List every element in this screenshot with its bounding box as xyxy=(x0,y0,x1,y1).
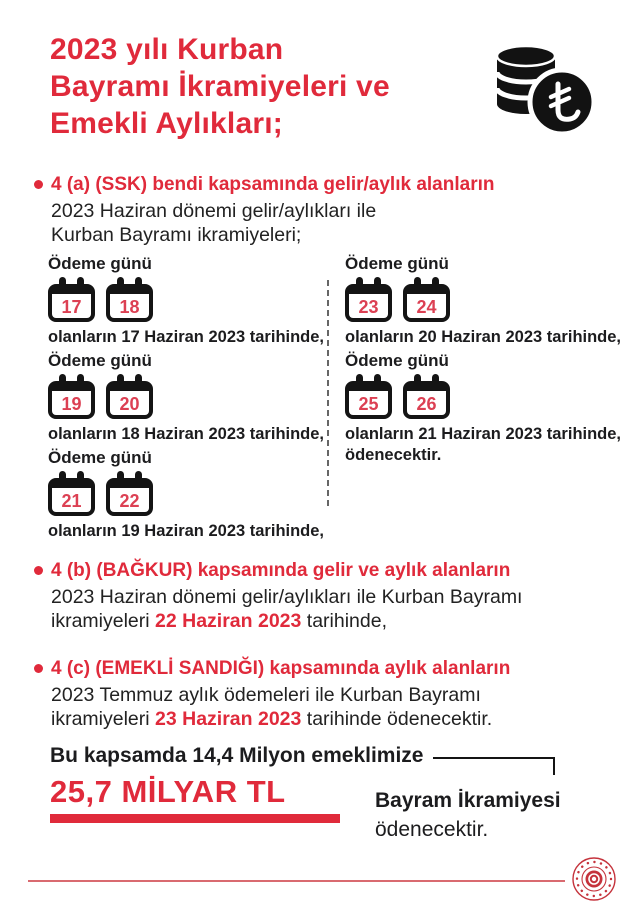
callout-text xyxy=(375,786,561,844)
calendar-header-bar xyxy=(405,383,448,391)
calendar-header-bar xyxy=(50,286,93,294)
section-4b-body-line1: 2023 Haziran dönemi gelir/aylıkları ile Kurban Bayramı xyxy=(51,586,523,608)
calendar-header-bar xyxy=(108,480,151,488)
payment-date-text: olanların 20 Haziran 2023 tarihinde, xyxy=(345,328,622,346)
highlighted-date: 23 Haziran 2023 xyxy=(155,708,302,730)
section-4b-heading: 4 (b) (BAĞKUR) kapsamında gelir ve aylık alanların xyxy=(51,560,511,581)
section-4b-content xyxy=(51,560,522,633)
calendar-day-number: 21 xyxy=(61,491,82,511)
column-divider-dashed xyxy=(327,280,329,506)
payment-day-label: Ödeme günü xyxy=(345,351,449,370)
calendar-icon xyxy=(106,381,153,419)
page-title-line1: 2023 yılı Kurban xyxy=(50,33,284,66)
calendar-day-number: 22 xyxy=(119,491,140,511)
bullet-dot xyxy=(34,180,43,189)
calendar-day-number: 18 xyxy=(119,297,140,317)
bullet-dot xyxy=(34,664,43,673)
calendar-header-bar xyxy=(347,286,390,294)
calendar-icon xyxy=(403,284,450,322)
payment-day-label: Ödeme günü xyxy=(48,351,152,370)
footer-rule xyxy=(28,880,565,882)
calendar-row xyxy=(345,374,621,419)
payment-group xyxy=(48,254,324,347)
calendar-icon xyxy=(403,381,450,419)
payment-date-text: olanların 21 Haziran 2023 tarihinde, xyxy=(345,425,622,443)
calendar-icon xyxy=(345,284,392,322)
text-suffix: tarihinde ödenecektir. xyxy=(301,708,493,730)
section-4c xyxy=(34,658,510,731)
coin-stack-lira-icon xyxy=(496,44,596,137)
payment-date-text: olanların 17 Haziran 2023 tarihinde, xyxy=(48,328,325,346)
calendar-icon xyxy=(48,381,95,419)
calendar-day-number: 17 xyxy=(61,297,82,317)
payment-schedule xyxy=(48,254,620,554)
payment-date-text: olanların 18 Haziran 2023 tarihinde, xyxy=(48,425,325,443)
calendar-header-bar xyxy=(347,383,390,391)
section-4a xyxy=(34,174,494,247)
section-4c-heading: 4 (c) (EMEKLİ SANDIĞI) kapsamında aylık alanların xyxy=(51,658,511,679)
section-4a-heading: 4 (a) (SSK) bendi kapsamında gelir/aylık alanların xyxy=(51,174,495,195)
ministry-seal-logo xyxy=(572,857,616,901)
payment-day-label: Ödeme günü xyxy=(48,448,152,467)
section-4a-body-line1: 2023 Haziran dönemi gelir/aylıkları ile xyxy=(51,200,377,222)
highlighted-date: 22 Haziran 2023 xyxy=(155,610,302,632)
calendar-row xyxy=(345,277,621,322)
section-4b-body-line2 xyxy=(51,609,522,633)
section-4c-body-line2 xyxy=(51,707,510,731)
payment-date-text-continued: ödenecektir. xyxy=(345,446,442,464)
payment-column-left xyxy=(48,254,324,545)
section-4a-content xyxy=(51,174,494,247)
calendar-icon xyxy=(48,478,95,516)
text-suffix: tarihinde, xyxy=(301,610,388,632)
calendar-day-number: 26 xyxy=(416,394,437,414)
callout-line2: ödenecektir. xyxy=(375,818,489,841)
text-prefix: ikramiyeleri xyxy=(51,708,156,730)
calendar-row xyxy=(48,471,324,516)
section-4a-body-line2: Kurban Bayramı ikramiyeleri; xyxy=(51,224,302,246)
summary-line: Bu kapsamda 14,4 Milyon emeklimize xyxy=(50,744,424,767)
page-title-line2: Bayramı İkramiyeleri ve xyxy=(50,70,390,103)
payment-group xyxy=(48,351,324,444)
callout-connector-line xyxy=(433,757,555,775)
calendar-day-number: 25 xyxy=(358,394,379,414)
calendar-header-bar xyxy=(50,480,93,488)
section-4c-content xyxy=(51,658,510,731)
payment-date-text: olanların 19 Haziran 2023 tarihinde, xyxy=(48,522,325,540)
payment-column-right xyxy=(345,254,621,469)
payment-group xyxy=(345,254,621,347)
calendar-header-bar xyxy=(405,286,448,294)
section-4b xyxy=(34,560,522,633)
section-4c-body-line1: 2023 Temmuz aylık ödemeleri ile Kurban Bayramı xyxy=(51,684,481,706)
calendar-day-number: 20 xyxy=(119,394,140,414)
calendar-icon xyxy=(106,478,153,516)
page-title-line3: Emekli Aylıkları; xyxy=(50,107,283,140)
bullet-dot xyxy=(34,566,43,575)
calendar-day-number: 24 xyxy=(416,297,437,317)
calendar-day-number: 19 xyxy=(61,394,82,414)
calendar-day-number: 23 xyxy=(358,297,379,317)
amount-underline-bar xyxy=(50,814,340,823)
payment-group xyxy=(48,448,324,541)
calendar-row xyxy=(48,277,324,322)
callout-line1: Bayram İkramiyesi xyxy=(375,789,561,812)
calendar-header-bar xyxy=(108,383,151,391)
text-prefix: ikramiyeleri xyxy=(51,610,156,632)
calendar-header-bar xyxy=(50,383,93,391)
payment-day-label: Ödeme günü xyxy=(48,254,152,273)
calendar-icon xyxy=(48,284,95,322)
payment-day-label: Ödeme günü xyxy=(345,254,449,273)
total-amount: 25,7 MİLYAR TL xyxy=(50,774,286,809)
calendar-icon xyxy=(106,284,153,322)
page-title xyxy=(50,31,390,142)
calendar-icon xyxy=(345,381,392,419)
calendar-row xyxy=(48,374,324,419)
payment-group xyxy=(345,351,621,465)
calendar-header-bar xyxy=(108,286,151,294)
